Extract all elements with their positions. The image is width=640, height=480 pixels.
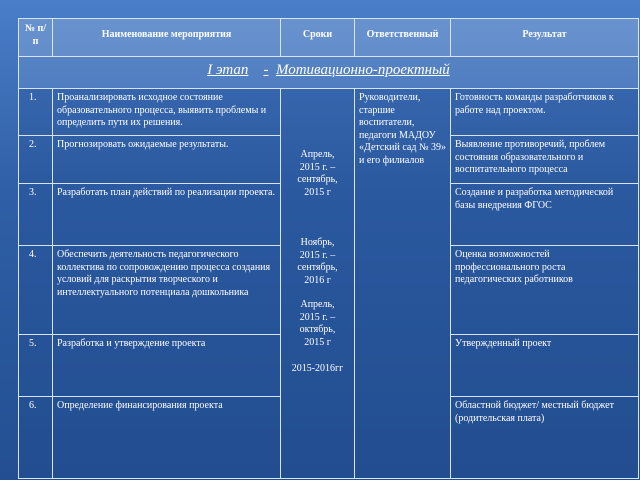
row-result: Областной бюджет/ местный бюджет (родительская плата) (451, 397, 639, 479)
row-result: Создание и разработка методической базы внедрения ФГОС (451, 184, 639, 246)
date-line: Ноябрь, (300, 237, 335, 248)
date-line: 2016 г (304, 274, 331, 286)
row-num: 1. (19, 89, 53, 136)
dates-cell (281, 89, 355, 479)
stage-title (19, 57, 639, 89)
row-name: Обеспечить деятельность педагогического коллектива по сопровождению процесса создания условий для раскрытия творческого и интеллектуального потенциала дошкольника (53, 246, 281, 335)
date-line: 2015 г. – (299, 161, 336, 173)
stage-dash: - (263, 62, 269, 78)
header-dates: Сроки (281, 19, 355, 57)
stage-prefix: I этап (207, 62, 249, 78)
stage-name: Мотивационно-проектный (275, 62, 450, 78)
header-num: № п/п (19, 19, 53, 57)
date-line: 2015-2016гг (291, 363, 344, 374)
date-line: октябрь, (299, 324, 336, 335)
row-name: Проанализировать исходное состояние образовательного процесса, выявить проблемы и определить пути их решения. (53, 89, 281, 136)
row-result: Выявление противоречий, проблем состояния образовательного и воспитательного процесса (451, 136, 639, 184)
project-plan-table (18, 18, 639, 479)
row-name: Разработать план действий по реализации проекта. (53, 184, 281, 246)
date-line: Апрель, (300, 149, 335, 160)
row-num: 3. (19, 184, 53, 246)
row-num: 5. (19, 335, 53, 397)
header-result: Результат (451, 19, 639, 57)
header-row (19, 19, 639, 57)
date-line: 2015 г (304, 186, 331, 198)
responsible-cell: Руководители, старшие воспитатели, педагоги МАДОУ «Детский сад № 39» и его филиалов (355, 89, 451, 479)
date-line: 2015 г. – (299, 249, 336, 261)
row-result: Оценка возможностей профессионального роста педагогических работников (451, 246, 639, 335)
plan-table-frame (18, 18, 638, 478)
row-result: Утвержденный проект (451, 335, 639, 397)
row-num: 2. (19, 136, 53, 184)
row-num: 6. (19, 397, 53, 479)
header-name: Наименование мероприятия (53, 19, 281, 57)
stage-row (19, 57, 639, 89)
row-name: Определение финансирования проекта (53, 397, 281, 479)
row-name: Разработка и утверждение проекта (53, 335, 281, 397)
table-row (19, 89, 639, 136)
row-num: 4. (19, 246, 53, 335)
date-line: 2015 г. – (299, 311, 336, 323)
row-result: Готовность команды разработчиков к работе над проектом. (451, 89, 639, 136)
date-line: сентябрь, (297, 262, 338, 273)
date-line: Апрель, (300, 299, 335, 310)
header-responsible: Ответственный (355, 19, 451, 57)
row-name: Прогнозировать ожидаемые результаты. (53, 136, 281, 184)
date-line: 2015 г (304, 336, 331, 348)
date-line: сентябрь, (297, 174, 338, 185)
